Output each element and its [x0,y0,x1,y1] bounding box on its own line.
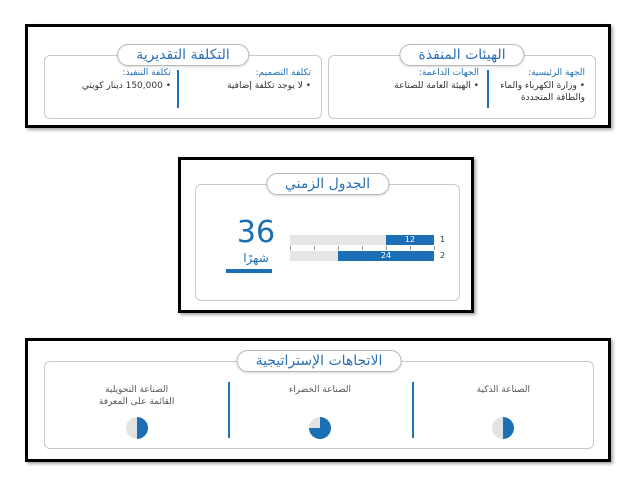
cost-divider [177,70,179,108]
support-entity-value: • الهيئة العامة للصناعة [394,81,479,91]
timeline-tick [386,246,387,250]
timeline-tick [410,246,411,250]
main-entity-value-1: • وزارة الكهرباء والماء [500,81,585,91]
cost-title: التكلفة التقديرية [117,44,249,66]
design-cost-label: تكلفة التصميم: [255,68,311,78]
total-duration-unit: شهرًا [243,251,269,265]
strategy-label-2: الصناعة الخضراء [288,385,352,395]
strategy-progress-icon-1 [490,415,516,441]
strategy-progress-icon-3 [124,415,150,441]
timeline-card [195,176,460,301]
timeline-bar-1: 12 [386,235,434,245]
strategy-divider [412,382,414,438]
timeline-title: الجدول الزمني [266,173,389,195]
entities-cost-panel [25,24,611,128]
strategy-panel [25,338,611,462]
strategy-card [44,353,594,449]
timeline-bar-2: 24 [338,251,434,261]
timeline-tick [290,246,291,250]
timeline-bars [196,185,461,302]
strategy-label-1: الصناعة الذكية [476,385,530,395]
entities-card [328,47,596,119]
timeline-tick [362,246,363,250]
strategy-items [45,362,595,450]
strategy-progress-icon-2 [307,415,333,441]
timeline-panel [178,157,474,313]
design-cost-value: • لا يوجد تكلفة إضافية [227,81,311,91]
strategy-divider [228,382,230,438]
strategy-label-3: الصناعة التحويلية القائمة على المعرفة [98,385,175,407]
timeline-row-label-2: 2 [440,251,446,260]
timeline-tick [338,246,339,250]
entities-title: الهيئات المنفذة [399,44,524,66]
strategy-title: الاتجاهات الإستراتيجية [237,350,402,372]
timeline-tick [434,246,435,250]
timeline-row-label-1: 1 [440,235,446,244]
support-entity-label: الجهات الداعمة: [418,68,479,78]
timeline-tick [314,246,315,250]
exec-cost-value: • 150,000 دينار كويتي [81,81,171,91]
main-entity-label: الجهة الرئيسية: [528,68,585,78]
cost-card [44,47,322,119]
exec-cost-label: تكلفة التنفيذ: [122,68,171,78]
main-entity-value-2: والطاقة المتجددة [520,93,585,103]
total-duration-number: 36 [236,215,276,250]
entities-divider [487,70,489,108]
